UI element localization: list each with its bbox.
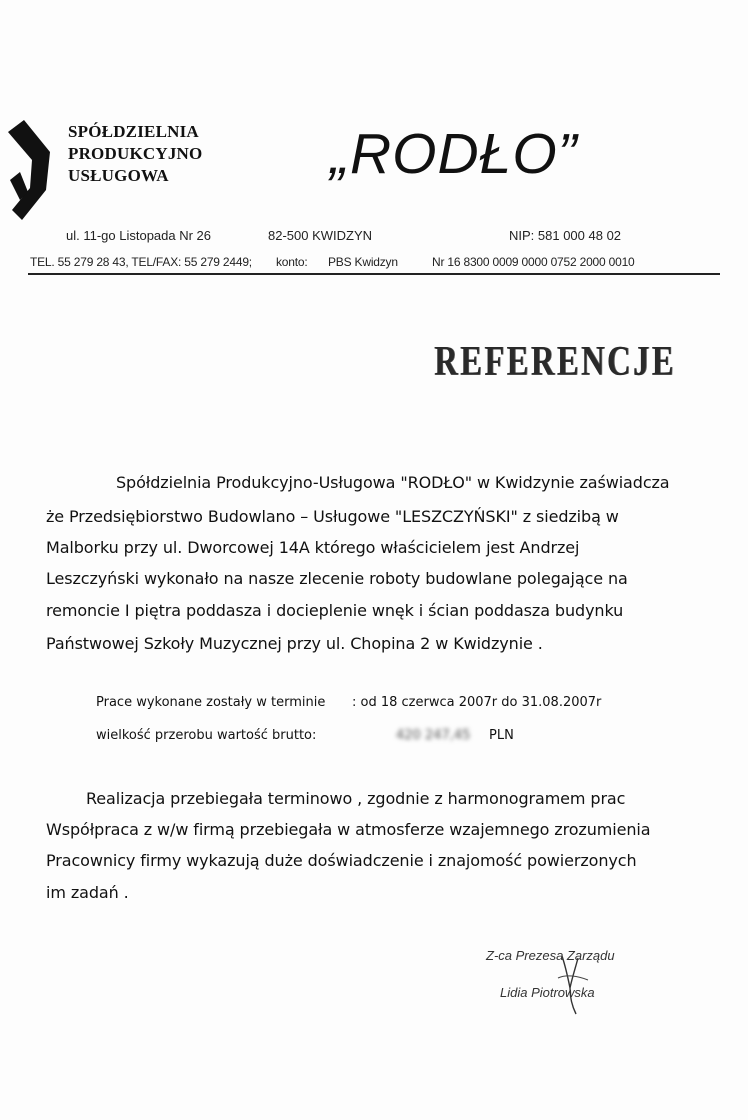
paragraph2-line-3: Pracownicy firmy wykazują duże doświadczenie i znajomość powierzonych [46, 851, 637, 870]
term-label: Prace wykonane zostały w terminie [96, 695, 326, 710]
letterhead-divider [28, 273, 720, 275]
company-line-2: PRODUKCYJNO [68, 144, 203, 163]
konto-label: konto: [276, 255, 308, 269]
street-address: ul. 11-go Listopada Nr 26 [66, 228, 212, 243]
nip-number: NIP: 581 000 48 02 [509, 228, 622, 243]
handwritten-signature-icon [548, 948, 598, 1018]
paragraph2-line-4: im zadań . [46, 883, 129, 902]
paragraph1-line-6: Państwowej Szkoły Muzycznej przy ul. Chopina 2 w Kwidzynie . [46, 634, 543, 653]
company-name [68, 121, 202, 187]
brand-name: „RODŁO” [330, 122, 578, 186]
term-value: : od 18 czerwca 2007r do 31.08.2007r [352, 695, 602, 710]
value-amount: 420 247,45 [396, 728, 471, 743]
telephone-fax: TEL. 55 279 28 43, TEL/FAX: 55 279 2449; [30, 255, 252, 269]
paragraph2-line-1: Realizacja przebiegała terminowo , zgodnie z harmonogramem prac [86, 789, 626, 808]
paragraph1-line-3: Malborku przy ul. Dworcowej 14A którego właścicielem jest Andrzej [46, 538, 580, 557]
signatory-role: Z-ca Prezesa Zarządu [486, 948, 615, 963]
document-title: REFERENCJE [434, 339, 676, 385]
value-currency: PLN [489, 728, 514, 743]
account-number: Nr 16 8300 0009 0000 0752 2000 0010 [432, 255, 635, 269]
value-label: wielkość przerobu wartość brutto: [96, 728, 317, 743]
paragraph1-line-4: Leszczyński wykonało na nasze zlecenie roboty budowlane polegające na [46, 569, 628, 588]
value-amount-redacted [396, 728, 470, 743]
paragraph1-line-1: Spółdzielnia Produkcyjno-Usługowa "RODŁO" w Kwidzynie zaświadcza [116, 473, 670, 492]
paragraph2-line-2: Współpraca z w/w firmą przebiegała w atmosferze wzajemnego zrozumienia [46, 820, 651, 839]
postal-city: 82-500 KWIDZYN [268, 228, 373, 243]
paragraph1-line-2: że Przedsiębiorstwo Budowlano – Usługowe "LESZCZYŃSKI" z siedzibą w [46, 507, 619, 526]
company-logo-icon [6, 120, 66, 220]
paragraph1-line-5: remoncie I piętra poddasza i docieplenie wnęk i ścian poddasza budynku [46, 601, 624, 620]
signatory-name: Lidia Piotrowska [500, 985, 595, 1000]
company-line-1: SPÓŁDZIELNIA [68, 122, 199, 141]
company-line-3: USŁUGOWA [68, 166, 169, 185]
bank-name: PBS Kwidzyn [328, 255, 398, 269]
